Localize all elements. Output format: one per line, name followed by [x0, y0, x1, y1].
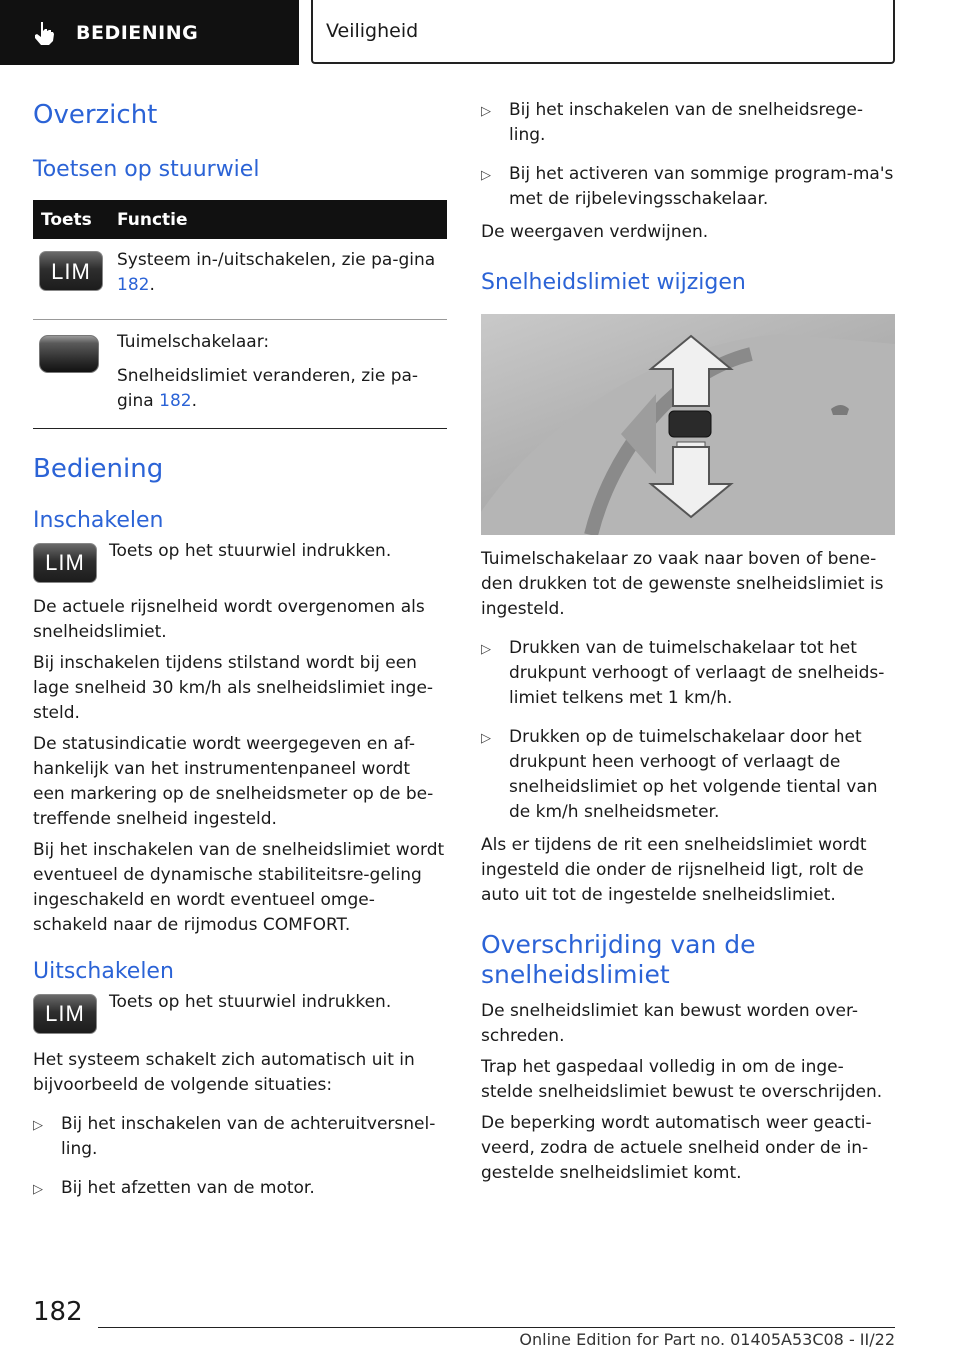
paragraph: Tuimelschakelaar zo vaak naar boven of bene-den drukken tot de gewenste snelheidslimiet is ingesteld.: [481, 549, 884, 619]
footer-rule: [98, 1327, 895, 1328]
row2-text: Snelheidslimiet veranderen, zie pa-gina: [117, 366, 419, 411]
page-ref-link[interactable]: 182: [117, 275, 150, 295]
heading-exceed: Overschrijding van de snelheidslimiet: [481, 930, 756, 989]
list-item: ▷ Drukken van de tuimelschakelaar tot het drukpunt verhoogt of verlaagt de snelheids-limiet telkens met 1 km/h.: [481, 638, 885, 708]
col-header-function: Functie: [117, 200, 447, 239]
list-item: ▷ Bij het inschakelen van de snelheidsrege-ling.: [481, 100, 863, 145]
switch-off-text: Toets op het stuurwiel indrukken.: [109, 992, 392, 1012]
paragraph: De actuele rijsnelheid wordt overgenomen als snelheidslimiet.: [33, 597, 425, 642]
paragraph: Bij inschakelen tijdens stilstand wordt bij een lage snelheid 30 km/h als snelheidslimiet inge-steld.: [33, 653, 434, 723]
hand-pointer-icon: [32, 19, 60, 47]
heading-keys: Toetsen op stuurwiel: [33, 157, 260, 182]
paragraph: Als er tijdens de rit een snelheidslimiet wordt ingesteld die onder de rijsnelheid ligt, rolt de auto uit tot de ingestelde snelheidslimiet.: [481, 835, 867, 905]
rocker-switch-icon: [39, 335, 99, 373]
heading-switch-off: Uitschakelen: [33, 959, 174, 984]
bullet-marker-icon: ▷: [481, 104, 491, 119]
table-row: Tuimelschakelaar: Snelheidslimiet veranderen, zie pa-gina 182.: [33, 320, 447, 427]
list-item: ▷ Bij het afzetten van de motor.: [33, 1176, 447, 1202]
heading-switch-on: Inschakelen: [33, 508, 164, 533]
list-item: ▷ Drukken op de tuimelschakelaar door het drukpunt heen verhoogt of verlaagt de snelheidslimiet op het volgende tiental van de km/h snelheidsmeter.: [481, 727, 878, 822]
steering-wheel-rocker-photo: [481, 314, 895, 535]
table-bottom-rule: [33, 428, 447, 429]
heading-overview: Overzicht: [33, 100, 158, 130]
chapter-tab: [0, 0, 299, 65]
page-number: 182: [33, 1297, 83, 1327]
row1-text: Systeem in-/uitschakelen, zie pa-gina: [117, 250, 436, 270]
paragraph: De beperking wordt automatisch weer geacti-veerd, zodra de actuele snelheid onder de in-gestelde snelheidslimiet komt.: [481, 1113, 872, 1183]
chapter-title: BEDIENING: [76, 21, 199, 44]
lim-button-icon: LIM: [33, 994, 97, 1034]
col-header-key: Toets: [33, 200, 117, 239]
paragraph: Bij het inschakelen van de snelheidslimiet wordt eventueel de dynamische stabiliteitsre-geling ingeschakeld en wordt eventueel omge-schakeld naar de rijmodus COMFORT.: [33, 840, 445, 935]
row2-line1: Tuimelschakelaar:: [117, 332, 270, 352]
bullet-marker-icon: ▷: [33, 1118, 43, 1133]
keys-table: [33, 200, 447, 426]
section-tab: [311, 0, 895, 64]
left-column: [33, 96, 447, 1202]
paragraph: Het systeem schakelt zich automatisch uit in bijvoorbeeld de volgende situaties:: [33, 1050, 415, 1095]
switch-on-text: Toets op het stuurwiel indrukken.: [109, 541, 392, 561]
bullet-marker-icon: ▷: [481, 642, 491, 657]
list-item: ▷ Bij het activeren van sommige program-ma's met de rijbelevingsschakelaar.: [481, 164, 894, 209]
table-header-row: [33, 200, 447, 239]
lim-button-icon: LIM: [39, 251, 103, 291]
bullet-marker-icon: ▷: [33, 1182, 43, 1197]
paragraph: De weergaven verdwijnen.: [481, 222, 709, 242]
paragraph: Trap het gaspedaal volledig in om de inge-stelde snelheidslimiet bewust te overschrijden.: [481, 1057, 883, 1102]
lim-button-icon: LIM: [33, 543, 97, 583]
right-column: [481, 98, 895, 1186]
edition-text: Online Edition for Part no. 01405A53C08 - II/22: [519, 1330, 895, 1349]
list-item: ▷ Bij het inschakelen van de achteruitversnel-ling.: [33, 1114, 436, 1159]
heading-change-limit: Snelheidslimiet wijzigen: [481, 270, 746, 295]
section-title: Veiligheid: [326, 20, 419, 42]
bullet-marker-icon: ▷: [481, 731, 491, 746]
table-row: LIM Systeem in-/uitschakelen, zie pa-gina 182.: [33, 239, 447, 320]
paragraph: De snelheidslimiet kan bewust worden over-schreden.: [481, 1001, 859, 1046]
page-ref-link[interactable]: 182: [159, 391, 192, 411]
heading-operation: Bediening: [33, 454, 164, 484]
bullet-marker-icon: ▷: [481, 168, 491, 183]
paragraph: De statusindicatie wordt weergegeven en af-hankelijk van het instrumentenpaneel wordt een markering op de snelheidsmeter op de be-treffende snelheid ingesteld.: [33, 734, 434, 829]
